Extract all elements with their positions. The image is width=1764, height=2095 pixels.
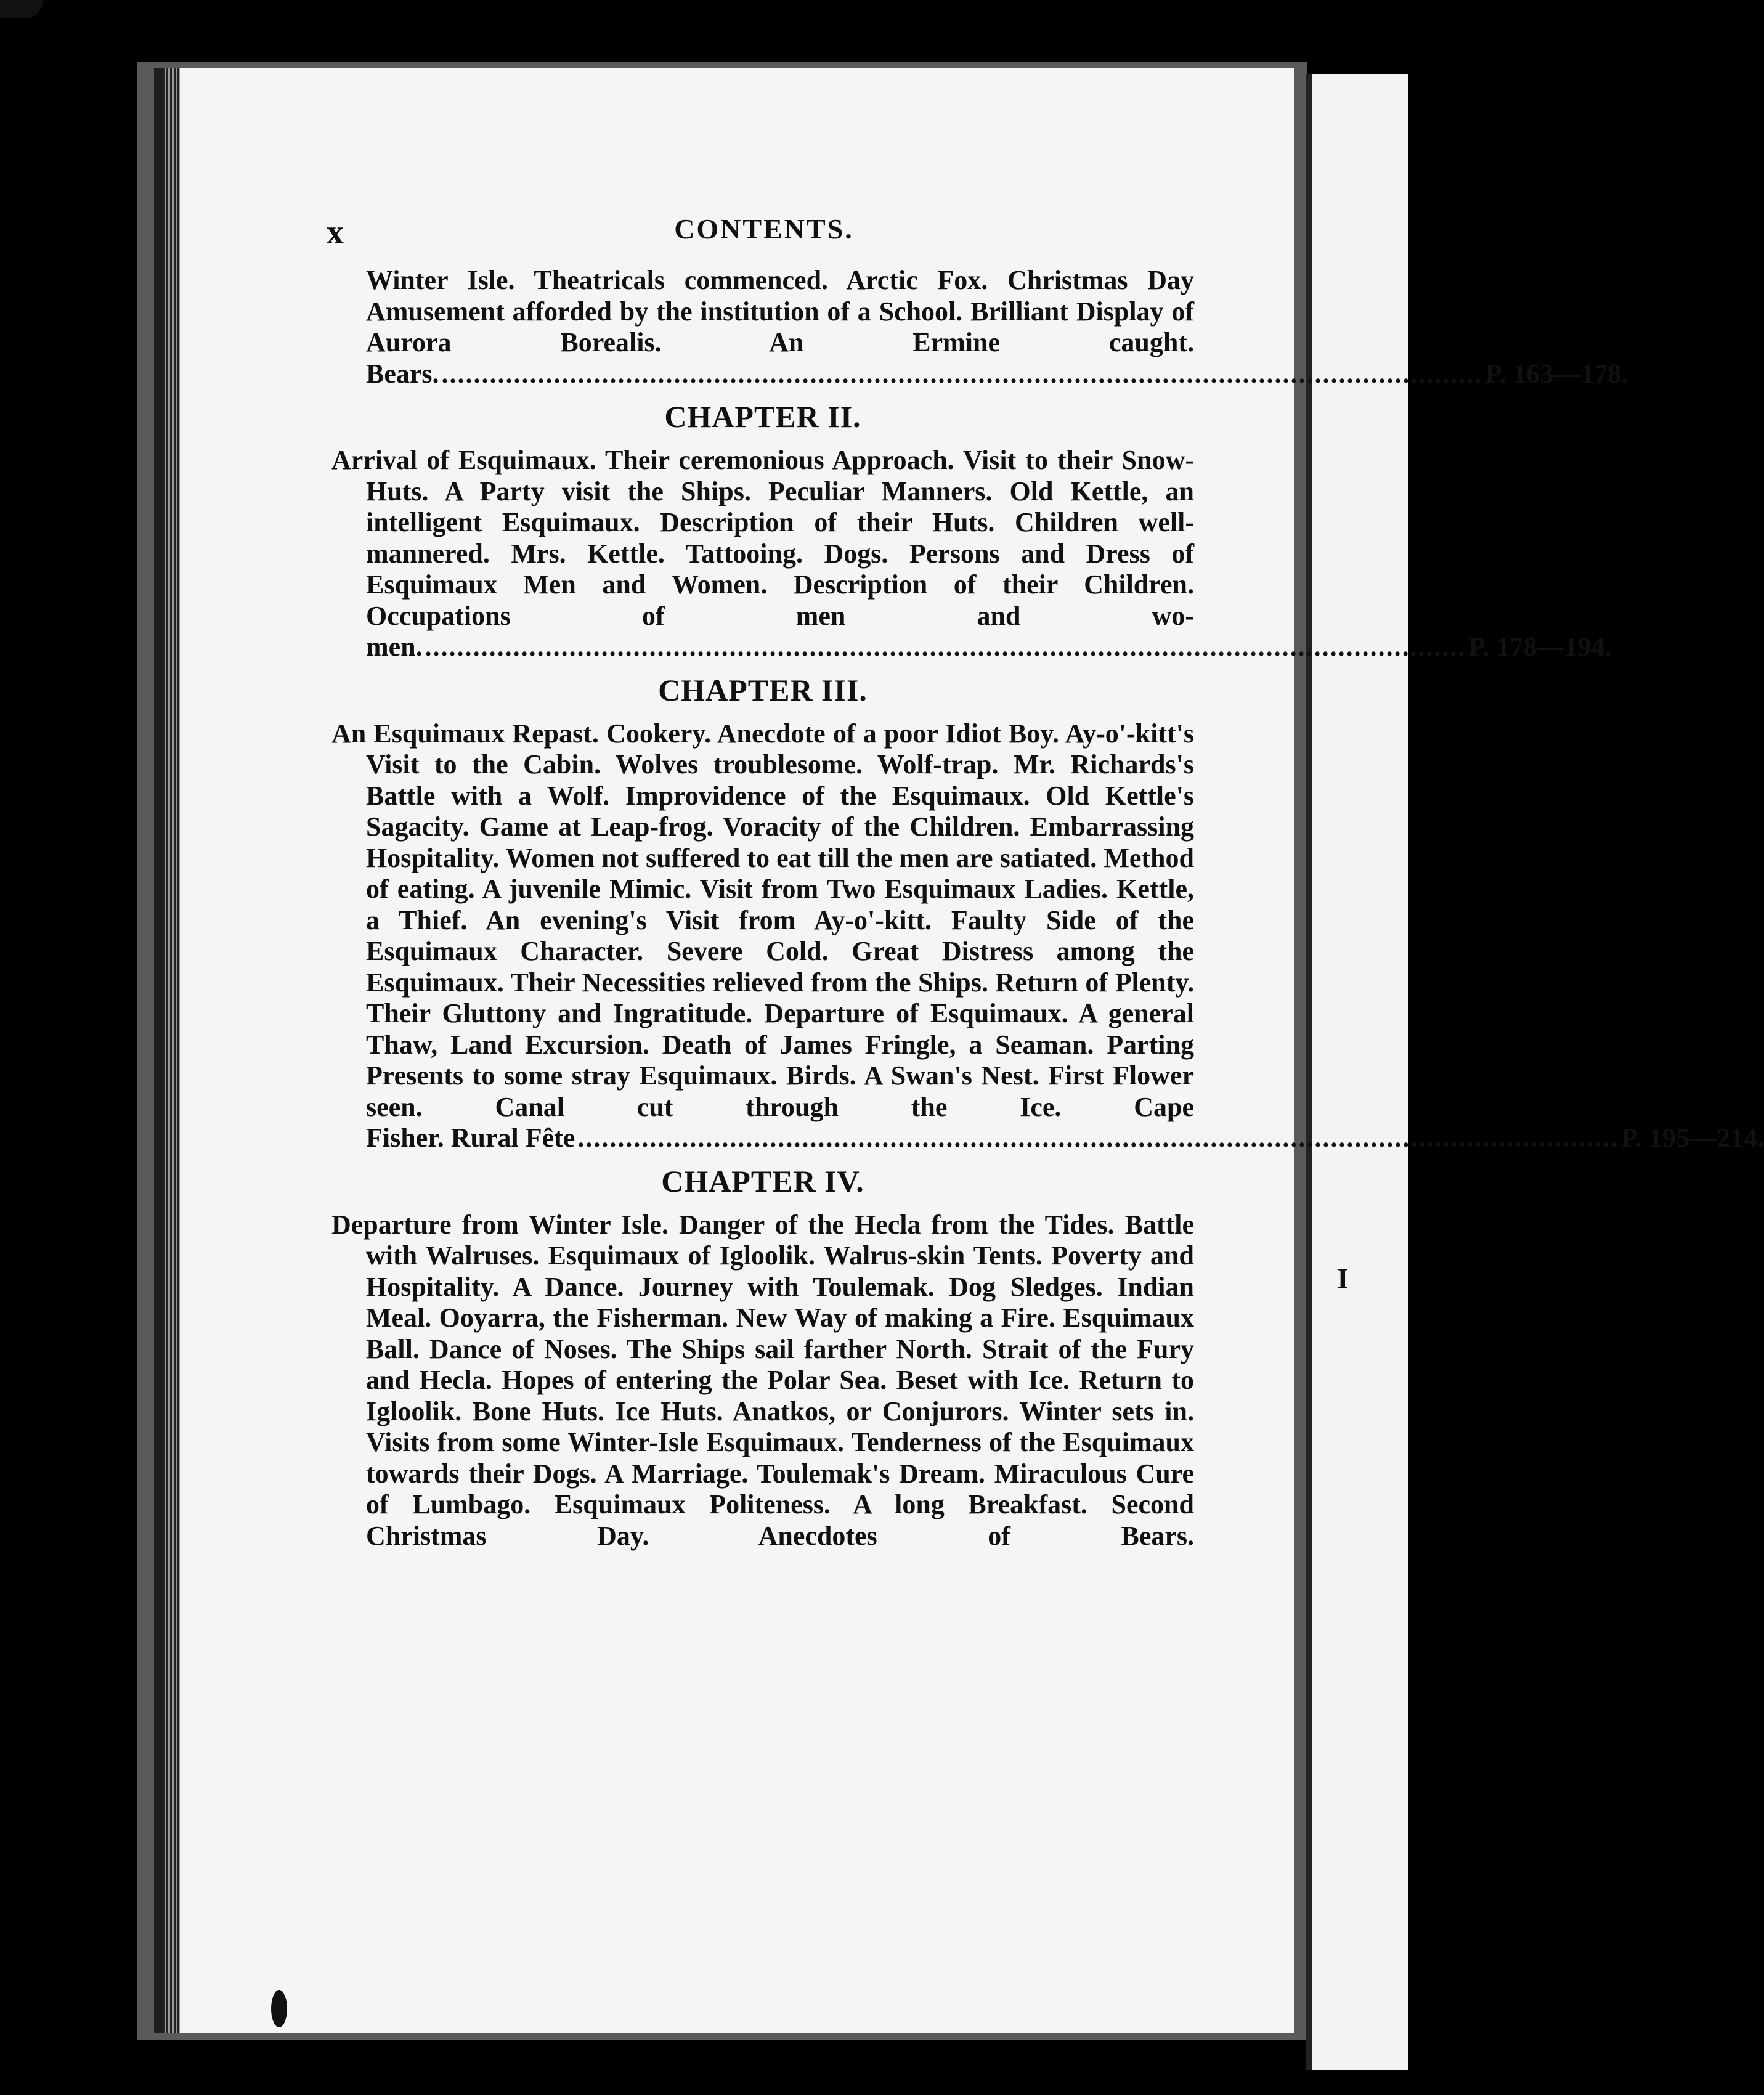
section-summary: Winter Isle. Theatricals commenced. Arctic Fox. Christmas Day Amusement afforded by the institution of a School. Brilliant Display of Aurora Borealis. An Ermine caught. bbox=[366, 265, 1194, 357]
chapter-heading: CHAPTER IV. bbox=[661, 1163, 864, 1198]
contents-list bbox=[331, 265, 1764, 1552]
leader-dots: .................................................................................................................................. bbox=[441, 358, 1483, 389]
leader-dots: .................................................................................................................................. bbox=[577, 1123, 1619, 1153]
section-page-line bbox=[331, 1123, 1764, 1154]
ink-blot bbox=[271, 1990, 287, 2027]
contents-section bbox=[331, 672, 1764, 1154]
section-last-words: Fisher. Rural Fête bbox=[366, 1123, 575, 1153]
section-last-words: men. bbox=[366, 632, 423, 662]
section-last-words: Bears. bbox=[366, 358, 439, 389]
leader-dots: .................................................................................................................................. bbox=[425, 632, 1466, 662]
page-range: P. 178—194. bbox=[1468, 632, 1612, 662]
section-page-line bbox=[331, 358, 1628, 390]
page-range: P. 163—178. bbox=[1485, 358, 1628, 389]
contents-section bbox=[331, 398, 1612, 663]
page-range: P. 195—214. bbox=[1621, 1123, 1764, 1153]
contents-section bbox=[331, 265, 1628, 389]
section-summary: Departure from Winter Isle. Danger of the Hecla from the Tides. Battle with Walruses. Esquimaux of Igloolik. Walrus-skin Tents. Poverty and Hospitality. A Dance. Journey with Toulemak. Dog Sledges. Indian Meal. Ooyarra, the Fisherman. New Way of making a Fire. Esquimaux Ball. Dance of Noses. The Ships sail farther North. Strait of the Fury and Hecla. Hopes of entering the Polar Sea. Beset with Ice. Return to Igloolik. Bone Huts. Ice Huts. Anatkos, or Conjurors. Winter sets in. Visits from some Winter-Isle Esquimaux. Tenderness of the Esquimaux towards their Dogs. A Marriage. Toulemak's Dream. Miraculous Cure of Lumbago. Esquimaux Politeness. A long Breakfast. Second Christmas Day. Anecdotes of Bears. bbox=[331, 1209, 1194, 1551]
page-header bbox=[327, 213, 1201, 256]
facing-page-mark: I bbox=[1337, 1263, 1349, 1295]
section-summary: Arrival of Esquimaux. Their ceremonious Approach. Visit to their Snow-Huts. A Party visit the Ships. Peculiar Manners. Old Kettle, an intelligent Esquimaux. Description of their Huts. Children well-mannered. Mrs. Kettle. Tattooing. Dogs. Persons and Dress of Esquimaux Men and Women. Description of their Children. Occupations of men and wo- bbox=[331, 445, 1194, 631]
contents-section bbox=[331, 1163, 1194, 1552]
chapter-heading: CHAPTER II. bbox=[664, 399, 861, 434]
running-title: CONTENTS. bbox=[674, 213, 854, 245]
section-summary: An Esquimaux Repast. Cookery. Anecdote of a poor Idiot Boy. Ay-o'-kitt's Visit to the Cabin. Wolves troublesome. Wolf-trap. Mr. Richards's Battle with a Wolf. Improvidence of the Esquimaux. Old Kettle's Sagacity. Game at Leap-frog. Voracity of the Children. Embarrassing Hospitality. Women not suffered to eat till the men are satiated. Method of eating. A juvenile Mimic. Visit from Two Esquimaux Ladies. Kettle, a Thief. An evening's Visit from Ay-o'-kitt. Faulty Side of the Esquimaux Character. Severe Cold. Great Distress among the Esquimaux. Their Necessities relieved from the Ships. Return of Plenty. Their Gluttony and Ingratitude. Departure of Esquimaux. A general Thaw, Land Excursion. Death of James Fringle, a Seaman. Parting Presents to some stray Esquimaux. Birds. A Swan's Nest. First Flower seen. Canal cut through the Ice. Cape bbox=[331, 718, 1194, 1122]
folio-number: x bbox=[327, 213, 346, 251]
page-edges bbox=[163, 68, 180, 2033]
section-page-line bbox=[331, 632, 1612, 663]
chapter-heading: CHAPTER III. bbox=[658, 672, 868, 707]
scan-artifact bbox=[0, 0, 43, 18]
